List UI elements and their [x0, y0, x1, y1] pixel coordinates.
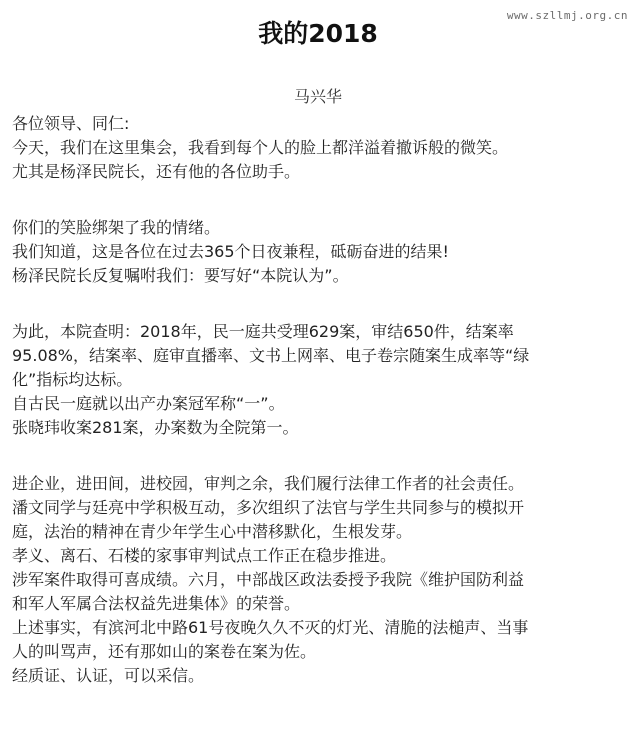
text-line: 今天，我们在这里集会，我看到每个人的脸上都洋溢着撤诉般的微笑。 [12, 138, 509, 157]
text-line: 自古民一庭就以出产办案冠军称“一”。 [12, 394, 285, 413]
text-line: 孝义、离石、石楼的家事审判试点工作正在稳步推进。 [12, 546, 397, 565]
text-line: 为此，本院查明：2018年，民一庭共受理629案，审结650件，结案率 [12, 322, 514, 341]
text-line: 上述事实，有滨河北中路61号夜晚久久不灭的灯光、清脆的法槌声、当事 [12, 618, 529, 637]
paragraph-spacer [12, 184, 628, 216]
paragraph-spacer [12, 440, 628, 472]
author-name: 马兴华 [293, 87, 342, 106]
text-line: 你们的笑脸绑架了我的情绪。 [12, 218, 221, 237]
text-line: 涉军案件取得可喜成绩。六月，中部战区政法委授予我院《维护国防利益 [12, 570, 525, 589]
text-line: 化”指标均达标。 [12, 370, 133, 389]
text-line: 张晓玮收案281案，办案数为全院第一。 [12, 418, 299, 437]
paragraph-emotion [12, 216, 628, 288]
text-line: 尤其是杨泽民院长，还有他的各位助手。 [12, 162, 301, 181]
article-body [12, 112, 628, 688]
paragraph-spacer [12, 288, 628, 320]
text-line: 杨泽民院长反复嘱咐我们：要写好“本院认为”。 [12, 266, 349, 285]
text-line: 潘文同学与廷亮中学积极互动，多次组织了法官与学生共同参与的模拟开 [12, 498, 525, 517]
paragraph-greeting [12, 112, 628, 184]
article-title: 我的2018 [258, 19, 378, 48]
paragraph-statistics [12, 320, 628, 440]
paragraph-responsibility [12, 472, 628, 688]
text-line: 经质证、认证，可以采信。 [12, 666, 205, 685]
text-line: 我们知道，这是各位在过去365个日夜兼程，砥砺奋进的结果! [12, 242, 449, 261]
text-line: 各位领导、同仁: [12, 114, 130, 133]
site-watermark: www.szllmj.org.cn [506, 9, 628, 22]
text-line: 95.08%，结案率、庭审直播率、文书上网率、电子卷宗随案生成率等“绿 [12, 346, 530, 365]
text-line: 和军人军属合法权益先进集体》的荣誉。 [12, 594, 301, 613]
text-line: 人的叫骂声，还有那如山的案卷在案为佐。 [12, 642, 317, 661]
text-line: 庭，法治的精神在青少年学生心中潜移默化，生根发芽。 [12, 522, 413, 541]
text-line: 进企业，进田间，进校园，审判之余，我们履行法律工作者的社会责任。 [12, 474, 525, 493]
